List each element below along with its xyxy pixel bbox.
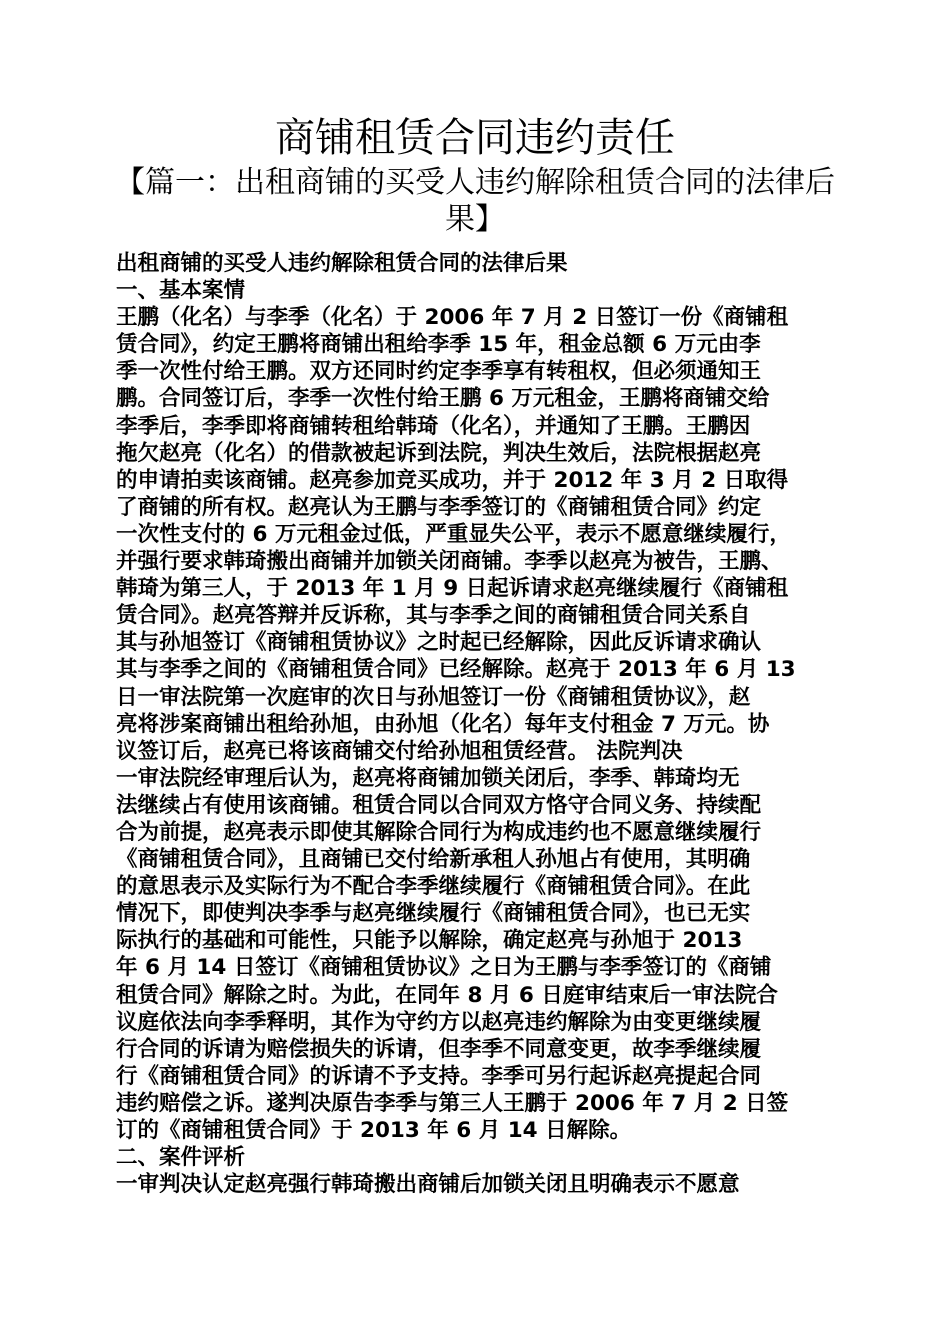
document-body [116,250,838,1198]
body-line: 租赁合同》解除之时。为此，在同年 8 月 6 日庭审结束后一审法院合 [116,982,778,1008]
body-line: 并强行要求韩琦搬出商铺并加锁关闭商铺。李季以赵亮为被告，王鹏、 [116,549,783,575]
body-line: 的意思表示及实际行为不配合李季继续履行《商铺租赁合同》。在此 [116,874,751,900]
body-line: 赁合同》。赵亮答辩并反诉称，其与李季之间的商铺租赁合同关系自 [116,603,751,629]
section-heading: 一、基本案情 [116,278,246,304]
document-title: 商铺租赁合同违约责任 [275,115,675,161]
body-line: 拖欠赵亮（化名）的借款被起诉到法院，判决生效后，法院根据赵亮 [116,440,762,466]
body-line: 法继续占有使用该商铺。租赁合同以合同双方恪守合同义务、持续配 [116,792,762,818]
body-line: 鹏。合同签订后，李季一次性付给王鹏 6 万元租金，王鹏将商铺交给 [116,386,770,412]
document-subtitle: 【篇一：出租商铺的买受人违约解除租赁合同的法律后果】 [115,165,835,237]
body-line: 一审法院经审理后认为，赵亮将商铺加锁关闭后，李季、韩琦均无 [116,765,740,791]
body-line: 赁合同》，约定王鹏将商铺出租给李季 15 年，租金总额 6 万元由李 [116,332,761,358]
body-line: 订的《商铺租赁合同》于 2013 年 6 月 14 日解除。 [116,1118,632,1143]
body-line: 亮将涉案商铺出租给孙旭，由孙旭（化名）每年支付租金 7 万元。协 [116,711,770,737]
section-heading: 二、案件评析 [116,1145,246,1171]
body-line: 其与李季之间的《商铺租赁合同》已经解除。赵亮于 2013 年 6 月 13 [116,657,796,683]
body-line: 合为前提，赵亮表示即使其解除合同行为构成违约也不愿意继续履行 [116,819,762,845]
body-line: 一审判决认定赵亮强行韩琦搬出商铺后加锁关闭且明确表示不愿意 [116,1172,740,1198]
body-line: 一次性支付的 6 万元租金过低，严重显失公平，表示不愿意继续履行， [116,521,791,547]
body-line: 议庭依法向李季释明，其作为守约方以赵亮违约解除为由变更继续履 [116,1009,762,1035]
body-line: 行合同的诉请为赔偿损失的诉请，但李季不同意变更，故李季继续履 [116,1036,762,1062]
body-line: 了商铺的所有权。赵亮认为王鹏与李季签订的《商铺租赁合同》约定 [116,494,762,520]
body-line: 《商铺租赁合同》，且商铺已交付给新承租人孙旭占有使用，其明确 [116,847,751,873]
body-line: 违约赔偿之诉。遂判决原告李季与第三人王鹏于 2006 年 7 月 2 日签 [116,1090,789,1116]
body-line: 李季后，李季即将商铺转租给韩琦（化名），并通知了王鹏。王鹏因 [116,413,751,439]
body-line: 情况下，即使判决李季与赵亮继续履行《商铺租赁合同》，也已无实 [116,901,751,927]
body-line: 韩琦为第三人，于 2013 年 1 月 9 日起诉请求赵亮继续履行《商铺租 [116,576,789,602]
body-line: 议签订后，赵亮已将该商铺交付给孙旭租赁经营。 法院判决 [116,738,683,764]
body-line: 际执行的基础和可能性，只能予以解除，确定赵亮与孙旭于 2013 [116,928,743,954]
body-line: 年 6 月 14 日签订《商铺租赁协议》之日为王鹏与李季签订的《商铺 [116,955,772,981]
body-line: 季一次性付给王鹏。双方还同时约定李季享有转租权，但必须通知王 [116,359,762,385]
body-line: 的申请拍卖该商铺。赵亮参加竞买成功，并于 2012 年 3 月 2 日取得 [116,467,789,493]
body-line: 行《商铺租赁合同》的诉请不予支持。李季可另行起诉赵亮提起合同 [116,1063,762,1089]
body-line: 日一审法院第一次庭审的次日与孙旭签订一份《商铺租赁协议》，赵 [116,684,751,710]
section-heading: 出租商铺的买受人违约解除租赁合同的法律后果 [116,251,568,276]
body-line: 其与孙旭签订《商铺租赁协议》之时起已经解除，因此反诉请求确认 [116,630,762,656]
body-line: 王鹏（化名）与李季（化名）于 2006 年 7 月 2 日签订一份《商铺租 [116,305,789,331]
